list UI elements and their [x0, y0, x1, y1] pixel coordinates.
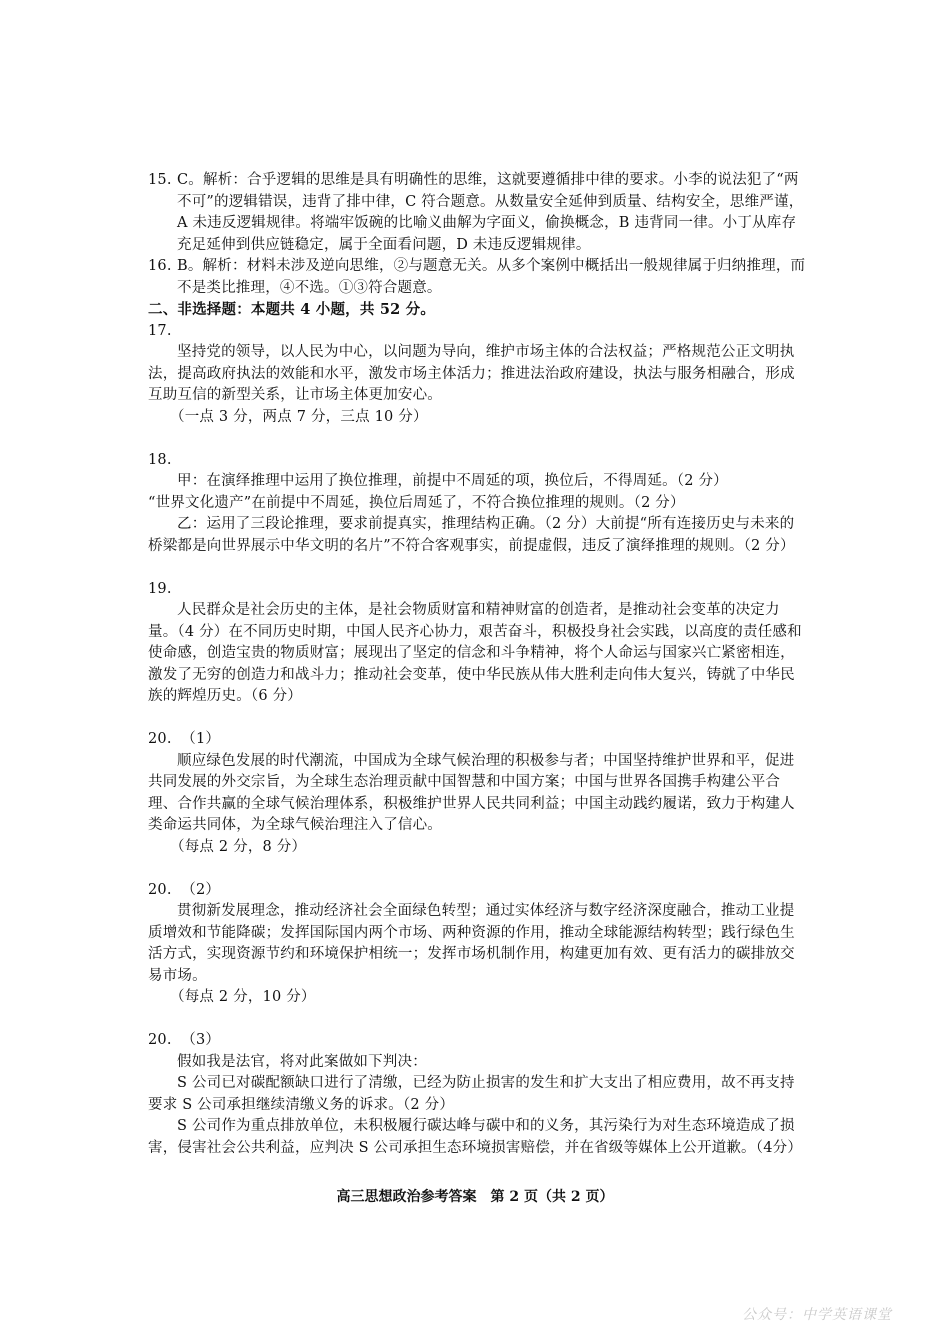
section-heading: 二、非选择题：本题共 4 小题，共 52 分。	[148, 301, 436, 318]
q20-2-points: （每点 2 分，10 分）	[170, 989, 316, 1005]
q20-2-answer: 贯彻新发展理念，推动经济社会全面绿色转型；通过实体经济与数字经济深度融合，推动工业提质增效和节能降碳；发挥国际国内两个市场、两种资源的作用，推动全球能源结构转型；践行绿色生活方式，实现资源节约和环境保护相统一；发挥市场机制作用，构建更加有效、更有活力的碳排放交易市场。	[148, 903, 795, 984]
q17-points: （一点 3 分，两点 7 分，三点 10 分）	[170, 408, 428, 425]
q18-line-2: “世界文化遗产”在前提中不周延，换位后周延了，不符合换位推理的规则。（2 分）	[148, 494, 685, 511]
q20-1-number: 20. （1）	[148, 731, 221, 747]
q19-number: 19.	[148, 580, 172, 597]
q20-2-number: 20. （2）	[148, 881, 221, 898]
q18-line-1: 甲：在演绎推理中运用了换位推理，前提中不周延的项，换位后，不得周延。（2 分）	[177, 473, 728, 489]
item-text: C。解析：合乎逻辑的思维是具有明确性的思维，这就要遵循排中律的要求。小李的说法犯了“两不可”的逻辑错误，违背了排中律，C 符合题意。从数量安全延伸到质量、结构安全，思维严谨，A 未违反逻辑规律。将端牢饭碗的比喻义曲解为字面义，偷换概念，B 违背同一律。小丁从库存充足延伸到供应链稳定，属于全面看问题，D 未违反逻辑规律。	[177, 172, 804, 253]
q18-line-3: 乙：运用了三段论推理，要求前提真实，推理结构正确。（2 分）大前提“所有连接历史与未来的桥梁都是向世界展示中华文明的名片”不符合客观事实，前提虚假，违反了演绎推理的规则。（2 分）	[148, 516, 795, 554]
q20-1-points: （每点 2 分，8 分）	[170, 838, 307, 855]
item-number: 15.	[148, 172, 172, 188]
answer-content	[148, 170, 808, 1159]
q19-answer: 人民群众是社会历史的主体，是社会物质财富和精神财富的创造者，是推动社会变革的决定力量。（4 分）在不同历史时期，中国人民齐心协力，艰苦奋斗，积极投身社会实践，以高度的责任感和使命感，创造宝贵的物质财富；展现出了坚定的信念和斗争精神，将个人命运与国家兴亡紧密相连，激发了无穷的创造力和战斗力；推动社会变革，使中华民族从伟大胜利走向伟大复兴，铸就了中华民族的辉煌历史。（6 分）	[148, 602, 802, 704]
item-text: B。解析：材料未涉及逆向思维，②与题意无关。从多个案例中概括出一般规律属于归纳推理，而不是类比推理，④不选。①③符合题意。	[177, 258, 806, 296]
q20-1-answer: 顺应绿色发展的时代潮流，中国成为全球气候治理的积极参与者；中国坚持维护世界和平，促进共同发展的外交宗旨，为全球生态治理贡献中国智慧和中国方案；中国与世界各国携手构建公平合理、合作共赢的全球气候治理体系，积极维护世界人民共同利益；中国主动践约履诺，致力于构建人类命运共同体，为全球气候治理注入了信心。	[148, 752, 795, 833]
answer-item-16	[148, 256, 808, 299]
watermark: 公众号：中学英语课堂	[742, 1307, 892, 1323]
q20-3-number: 20. （3）	[148, 1032, 221, 1048]
q20-3-paragraph-2: S 公司作为重点排放单位，未积极履行碳达峰与碳中和的义务，其污染行为对生态环境造成了损害，侵害社会公共利益，应判决 S 公司承担生态环境损害赔偿，并在省级等媒体上公开道歉。（4分）	[148, 1118, 803, 1156]
item-number: 16.	[148, 258, 172, 274]
page-footer: 高三思想政治参考答案 第 2 页（共 2 页）	[336, 1189, 614, 1205]
q20-3-intro: 假如我是法官，将对此案做如下判决：	[177, 1053, 427, 1070]
q18-number: 18.	[148, 451, 172, 468]
q17-number: 17.	[148, 322, 172, 339]
answer-item-15	[148, 170, 808, 256]
q20-3-paragraph-1: S 公司已对碳配额缺口进行了清缴，已经为防止损害的发生和扩大支出了相应费用，故不再支持要求 S 公司承担继续清缴义务的诉求。（2 分）	[148, 1075, 795, 1113]
q17-answer: 坚持党的领导，以人民为中心，以问题为导向，维护市场主体的合法权益；严格规范公正文明执法，提高政府执法的效能和水平，激发市场主体活力；推进法治政府建设，执法与服务相融合，形成互助互信的新型关系，让市场主体更加安心。	[148, 344, 795, 403]
